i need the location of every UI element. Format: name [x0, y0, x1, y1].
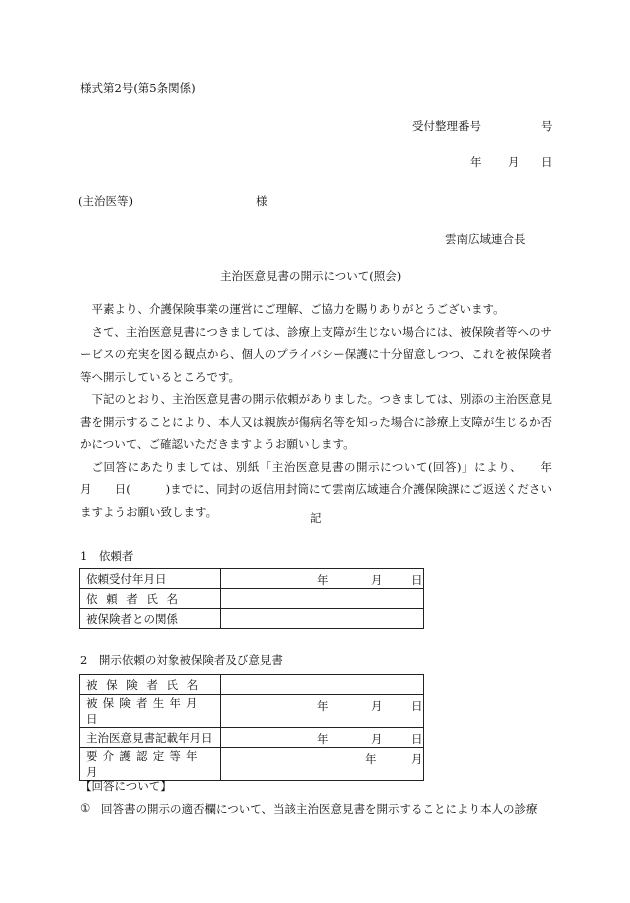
reception-number-suffix: 号	[541, 119, 553, 133]
date-month: 月	[508, 155, 520, 169]
paragraph-request: 下記のとおり、主治医意見書の開示依頼がありました。つきましては、別添の主治医意見書を開示することにより、本人又は親族が傷病名等を知った場合に診療上支障が生じるか否かについて、ご確認いただきますようお願いします。	[80, 392, 552, 451]
birth-month: 月	[371, 699, 383, 713]
insured-name-value	[221, 675, 424, 695]
table-row	[80, 609, 424, 629]
insured-name-label: 被保険者氏名	[80, 675, 221, 695]
request-day: 日	[411, 573, 423, 587]
reply-item-marker: ①	[80, 801, 91, 815]
opinion-date-label: 主治医意見書記載年月日	[80, 728, 221, 748]
insured-birthdate-value	[221, 695, 424, 728]
relationship-label: 被保険者との関係	[80, 609, 221, 629]
ki-marker: 記	[310, 511, 322, 525]
opinion-day: 日	[411, 732, 423, 746]
request-month: 月	[371, 573, 383, 587]
document-title: 主治医意見書の開示について(照会)	[220, 269, 402, 283]
reply-item-text: 回答書の開示の適否欄について、当該主治医意見書を開示することにより本人の診療	[101, 802, 538, 816]
birth-year: 年	[317, 699, 329, 713]
requester-name-value	[221, 589, 424, 609]
certification-value	[221, 748, 424, 781]
certification-label: 要介護認定等年月	[80, 748, 221, 781]
section1-heading: 1 依頼者	[80, 549, 134, 563]
request-date-label: 依頼受付年月日	[80, 569, 221, 589]
paragraph-deadline: ご回答にあたりましては、別紙「主治医意見書の開示について(回答)」により、 年 月 日( )までに、同封の返信用封筒にて雲南広域連合介護保険課にご返送くださいますようお願い致します。	[80, 459, 575, 519]
birth-day: 日	[411, 699, 423, 713]
requester-table	[79, 568, 424, 629]
table-row	[80, 589, 424, 609]
request-date-value	[221, 569, 424, 589]
requester-name-label: 依頼者氏名	[80, 589, 221, 609]
form-number: 様式第2号(第5条関係)	[80, 81, 196, 95]
section2-heading: 2 開示依頼の対象被保険者及び意見書	[80, 653, 283, 667]
reply-heading: 【回答について】	[80, 779, 172, 793]
certification-year: 年	[365, 752, 377, 766]
table-row	[80, 695, 424, 728]
sender: 雲南広域連合長	[445, 232, 526, 246]
relationship-value	[221, 609, 424, 629]
table-row	[80, 728, 424, 748]
reception-number-label: 受付整理番号	[412, 119, 481, 133]
table-row	[80, 675, 424, 695]
addressee: (主治医等)	[78, 194, 133, 208]
table-row	[80, 569, 424, 589]
insured-birthdate-label: 被保険者生年月日	[80, 695, 221, 728]
date-day: 日	[541, 155, 553, 169]
paragraph-background: さて、主治医意見書につきましては、診療上支障が生じない場合には、被保険者等へのサービスの充実を図る観点から、個人のプライバシー保護に十分留意しつつ、これを被保険者等へ開示しているところです。	[80, 324, 552, 384]
request-year: 年	[317, 573, 329, 587]
opinion-date-value	[221, 728, 424, 748]
honorific: 様	[256, 194, 268, 208]
date-year: 年	[470, 155, 482, 169]
table-row	[80, 748, 424, 781]
certification-month: 月	[411, 752, 423, 766]
paragraph-greeting: 平素より、介護保険事業の運営にご理解、ご協力を賜りありがとうございます。	[91, 302, 505, 316]
opinion-year: 年	[317, 732, 329, 746]
opinion-month: 月	[371, 732, 383, 746]
insured-table	[79, 674, 424, 781]
